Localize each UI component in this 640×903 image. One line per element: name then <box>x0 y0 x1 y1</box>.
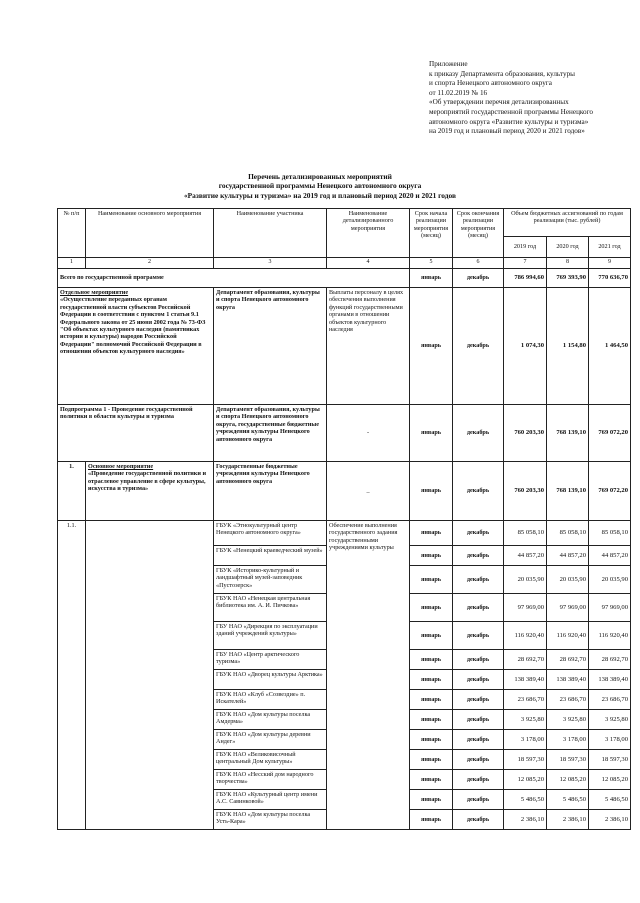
value-2019-cell: 3 178,00 <box>504 730 547 750</box>
end-cell: декабрь <box>453 622 504 650</box>
value-2021-cell: 2 386,10 <box>589 810 631 830</box>
value-2019-cell: 20 035,90 <box>504 566 547 594</box>
subprogram-participant: Департамент образования, культуры и спорта Ненецкого автономного округа, государственные бюджетные учреждения культуры Ненецкого автономного округа <box>214 405 327 462</box>
main-event-title <box>86 462 214 521</box>
value-2020-cell: 44 857,20 <box>547 546 589 566</box>
participant-cell: ГБУК НАО «Великовисочный центральный Дом культуры» <box>214 750 327 770</box>
main-event-row <box>58 462 631 521</box>
separate-event-text: «Осуществление переданных органам государственной власти субъектов Российской Федерации в соответствии с пунктом 1 статьи 9.1 Федерального закона от 25 июня 2002 года № 73-ФЗ "Об объектах культурного наследия (памятниках истории и культуры) народов Российской Федерации" полномочий Российской Федерации в отношении объектов культурного наследия» <box>60 296 206 356</box>
start-cell: январь <box>410 690 453 710</box>
participant-cell: ГБУК НАО «Клуб «Созвездие» п. Искателей» <box>214 690 327 710</box>
appendix-line: «Об утверждении перечня детализированных <box>429 98 569 107</box>
main-event-text: «Проведение государственной политики и отраслевое управление в сфере культуры, искусства и туризма» <box>88 470 207 493</box>
value-2021-cell: 3 925,80 <box>589 710 631 730</box>
events-table <box>57 208 631 830</box>
participant-cell: ГБУК «Этнокультурный центр Ненецкого автономного округа» <box>214 521 327 546</box>
value-2021-cell: 28 692,70 <box>589 650 631 670</box>
total-2019: 786 994,60 <box>504 269 547 288</box>
sub-event-detail: Обеспечение выполнения государственного задания государственными учреждениями культуры <box>327 521 410 830</box>
value-2020-cell: 23 686,70 <box>547 690 589 710</box>
separate-event-heading: Отдельное мероприятие <box>60 289 129 296</box>
table-header-row <box>58 209 631 237</box>
value-2020-cell: 3 178,00 <box>547 730 589 750</box>
index-cell: 9 <box>589 258 631 269</box>
subprogram-2020: 768 139,10 <box>547 405 589 462</box>
value-2020-cell: 12 085,20 <box>547 770 589 790</box>
end-cell: декабрь <box>453 566 504 594</box>
value-2021-cell: 44 857,20 <box>589 546 631 566</box>
main-event-2019: 760 203,30 <box>504 462 547 521</box>
subprogram-2019: 760 203,30 <box>504 405 547 462</box>
value-2019-cell: 18 597,30 <box>504 750 547 770</box>
value-2021-cell: 116 920,40 <box>589 622 631 650</box>
value-2019-cell: 85 058,10 <box>504 521 547 546</box>
header-detail: Наименование детализированного мероприятия <box>327 209 410 258</box>
participant-cell: ГБУК НАО «Ненецкая центральная библиотека им. А. И. Пичкова» <box>214 594 327 622</box>
end-cell: декабрь <box>453 750 504 770</box>
value-2019-cell: 138 389,40 <box>504 670 547 690</box>
participant-cell: ГБУК НАО «Дом культуры поселка Усть-Кара» <box>214 810 327 830</box>
value-2019-cell: 97 969,00 <box>504 594 547 622</box>
value-2021-cell: 23 686,70 <box>589 690 631 710</box>
sub-event-empty <box>86 521 214 830</box>
subprogram-detail: - <box>327 405 410 462</box>
start-cell: январь <box>410 650 453 670</box>
value-2019-cell: 116 920,40 <box>504 622 547 650</box>
end-cell: декабрь <box>453 730 504 750</box>
column-index-row <box>58 258 631 269</box>
separate-event-row <box>58 288 631 405</box>
participant-cell: ГБУ НАО «Центр арктического туризма» <box>214 650 327 670</box>
subprogram-start: январь <box>410 405 453 462</box>
start-cell: январь <box>410 566 453 594</box>
participant-cell: ГБУК НАО «Дворец культуры Арктика» <box>214 670 327 690</box>
title-line-1: Перечень детализированных мероприятий <box>248 172 392 181</box>
value-2021-cell: 12 085,20 <box>589 770 631 790</box>
separate-event-end: декабрь <box>453 288 504 405</box>
index-cell: 3 <box>214 258 327 269</box>
start-cell: январь <box>410 730 453 750</box>
main-event-num: 1. <box>58 462 86 521</box>
value-2020-cell: 28 692,70 <box>547 650 589 670</box>
value-2020-cell: 20 035,90 <box>547 566 589 594</box>
main-event-detail: _ <box>327 462 410 521</box>
separate-event-start: январь <box>410 288 453 405</box>
total-row <box>58 269 631 288</box>
participant-cell: ГБУК НАО «Культурный центр имени А.С. Савинковой» <box>214 790 327 810</box>
header-budget: Объем бюджетных ассигнований по годам реализации (тыс. рублей) <box>504 209 631 237</box>
appendix-line: и спорта Ненецкого автономного округа <box>429 79 552 88</box>
header-end: Срок окончания реализации мероприятия (месяц) <box>453 209 504 258</box>
end-cell: декабрь <box>453 670 504 690</box>
appendix-block <box>429 60 634 137</box>
header-start: Срок начала реализации мероприятия (месяц) <box>410 209 453 258</box>
document-title <box>20 172 620 200</box>
separate-event-2019: 1 074,30 <box>504 288 547 405</box>
end-cell: декабрь <box>453 594 504 622</box>
value-2020-cell: 18 597,30 <box>547 750 589 770</box>
index-cell: 5 <box>410 258 453 269</box>
value-2021-cell: 85 058,10 <box>589 521 631 546</box>
value-2021-cell: 5 486,50 <box>589 790 631 810</box>
main-event-end: декабрь <box>453 462 504 521</box>
index-cell: 1 <box>58 258 86 269</box>
main-event-2020: 768 139,10 <box>547 462 589 521</box>
end-cell: декабрь <box>453 521 504 546</box>
appendix-line: мероприятий государственной программы Ненецкого <box>429 107 594 116</box>
subprogram-end: декабрь <box>453 405 504 462</box>
value-2021-cell: 3 178,00 <box>589 730 631 750</box>
header-2020: 2020 год <box>547 237 589 258</box>
index-cell: 2 <box>86 258 214 269</box>
value-2021-cell: 138 389,40 <box>589 670 631 690</box>
value-2021-cell: 20 035,90 <box>589 566 631 594</box>
main-event-participant: Государственные бюджетные учреждения культуры Ненецкого автономного округа <box>214 462 327 521</box>
table-row <box>58 521 631 546</box>
participant-cell: ГБУК НАО «Дом культуры деревни Андег» <box>214 730 327 750</box>
participant-cell: ГБУК НАО «Несский дом народного творчества» <box>214 770 327 790</box>
start-cell: январь <box>410 750 453 770</box>
title-line-2: государственной программы Ненецкого автономного округа <box>218 181 422 191</box>
header-participant: Наименование участника <box>214 209 327 258</box>
sub-event-num: 1.1. <box>58 521 86 830</box>
main-event-heading: Основное мероприятие <box>88 463 154 470</box>
value-2020-cell: 3 925,80 <box>547 710 589 730</box>
separate-event-title <box>58 288 214 405</box>
total-2020: 769 393,90 <box>547 269 589 288</box>
value-2021-cell: 97 969,00 <box>589 594 631 622</box>
start-cell: январь <box>410 810 453 830</box>
index-cell: 4 <box>327 258 410 269</box>
value-2020-cell: 85 058,10 <box>547 521 589 546</box>
total-2021: 770 636,70 <box>589 269 631 288</box>
value-2020-cell: 5 486,50 <box>547 790 589 810</box>
value-2020-cell: 138 389,40 <box>547 670 589 690</box>
start-cell: январь <box>410 546 453 566</box>
end-cell: декабрь <box>453 650 504 670</box>
value-2019-cell: 23 686,70 <box>504 690 547 710</box>
title-line-3: «Развитие культуры и туризма» на 2019 год и плановый период 2020 и 2021 годов <box>183 190 457 200</box>
main-event-start: январь <box>410 462 453 521</box>
participant-cell: ГБУК НАО «Дом культуры поселка Амдерма» <box>214 710 327 730</box>
value-2019-cell: 3 925,80 <box>504 710 547 730</box>
appendix-line: автономного округа «Развитие культуры и туризма» <box>429 117 589 126</box>
index-cell: 6 <box>453 258 504 269</box>
end-cell: декабрь <box>453 810 504 830</box>
value-2020-cell: 97 969,00 <box>547 594 589 622</box>
value-2019-cell: 44 857,20 <box>504 546 547 566</box>
participant-cell: ГБУК «Ненецкий краеведческий музей» <box>214 546 327 566</box>
subprogram-2021: 769 072,20 <box>589 405 631 462</box>
value-2019-cell: 2 386,10 <box>504 810 547 830</box>
end-cell: декабрь <box>453 546 504 566</box>
separate-event-2020: 1 154,80 <box>547 288 589 405</box>
value-2020-cell: 116 920,40 <box>547 622 589 650</box>
main-event-2021: 769 072,20 <box>589 462 631 521</box>
index-cell: 8 <box>547 258 589 269</box>
start-cell: январь <box>410 521 453 546</box>
start-cell: январь <box>410 790 453 810</box>
value-2019-cell: 28 692,70 <box>504 650 547 670</box>
end-cell: декабрь <box>453 770 504 790</box>
appendix-line: на 2019 год и плановый период 2020 и 2021 годов» <box>429 127 585 136</box>
end-cell: декабрь <box>453 790 504 810</box>
start-cell: январь <box>410 594 453 622</box>
subprogram-title: Подпрограмма 1 - Проведение государственной политики в области культуры и туризма <box>58 405 214 462</box>
start-cell: январь <box>410 670 453 690</box>
separate-event-participant: Департамент образования, культуры и спорта Ненецкого автономного округа <box>214 288 327 405</box>
total-label: Всего по государственной программе <box>58 269 410 288</box>
value-2019-cell: 12 085,20 <box>504 770 547 790</box>
separate-event-2021: 1 464,50 <box>589 288 631 405</box>
start-cell: январь <box>410 622 453 650</box>
appendix-line: к приказу Департамента образования, культуры <box>429 69 575 78</box>
appendix-line: Приложение <box>429 60 468 68</box>
total-start: январь <box>410 269 453 288</box>
header-num: № п/п <box>58 209 86 258</box>
separate-event-detail: Выплаты персоналу в целях обеспечения выполнения функций государственными органами в отношении объектов культурного наследия <box>327 288 410 405</box>
header-main-event: Наименование основного мероприятия <box>86 209 214 258</box>
participant-cell: ГБУ НАО «Дирекция по эксплуатации зданий учреждений культуры» <box>214 622 327 650</box>
subprogram-row <box>58 405 631 462</box>
start-cell: январь <box>410 770 453 790</box>
participant-cell: ГБУК «Историко-культурный и ландшафтный музей-заповедник «Пустозерск» <box>214 566 327 594</box>
total-end: декабрь <box>453 269 504 288</box>
end-cell: декабрь <box>453 690 504 710</box>
header-2019: 2019 год <box>504 237 547 258</box>
start-cell: январь <box>410 710 453 730</box>
header-2021: 2021 год <box>589 237 631 258</box>
index-cell: 7 <box>504 258 547 269</box>
value-2021-cell: 18 597,30 <box>589 750 631 770</box>
value-2020-cell: 2 386,10 <box>547 810 589 830</box>
value-2019-cell: 5 486,50 <box>504 790 547 810</box>
appendix-line: от 11.02.2019 № 16 <box>429 88 488 97</box>
end-cell: декабрь <box>453 710 504 730</box>
